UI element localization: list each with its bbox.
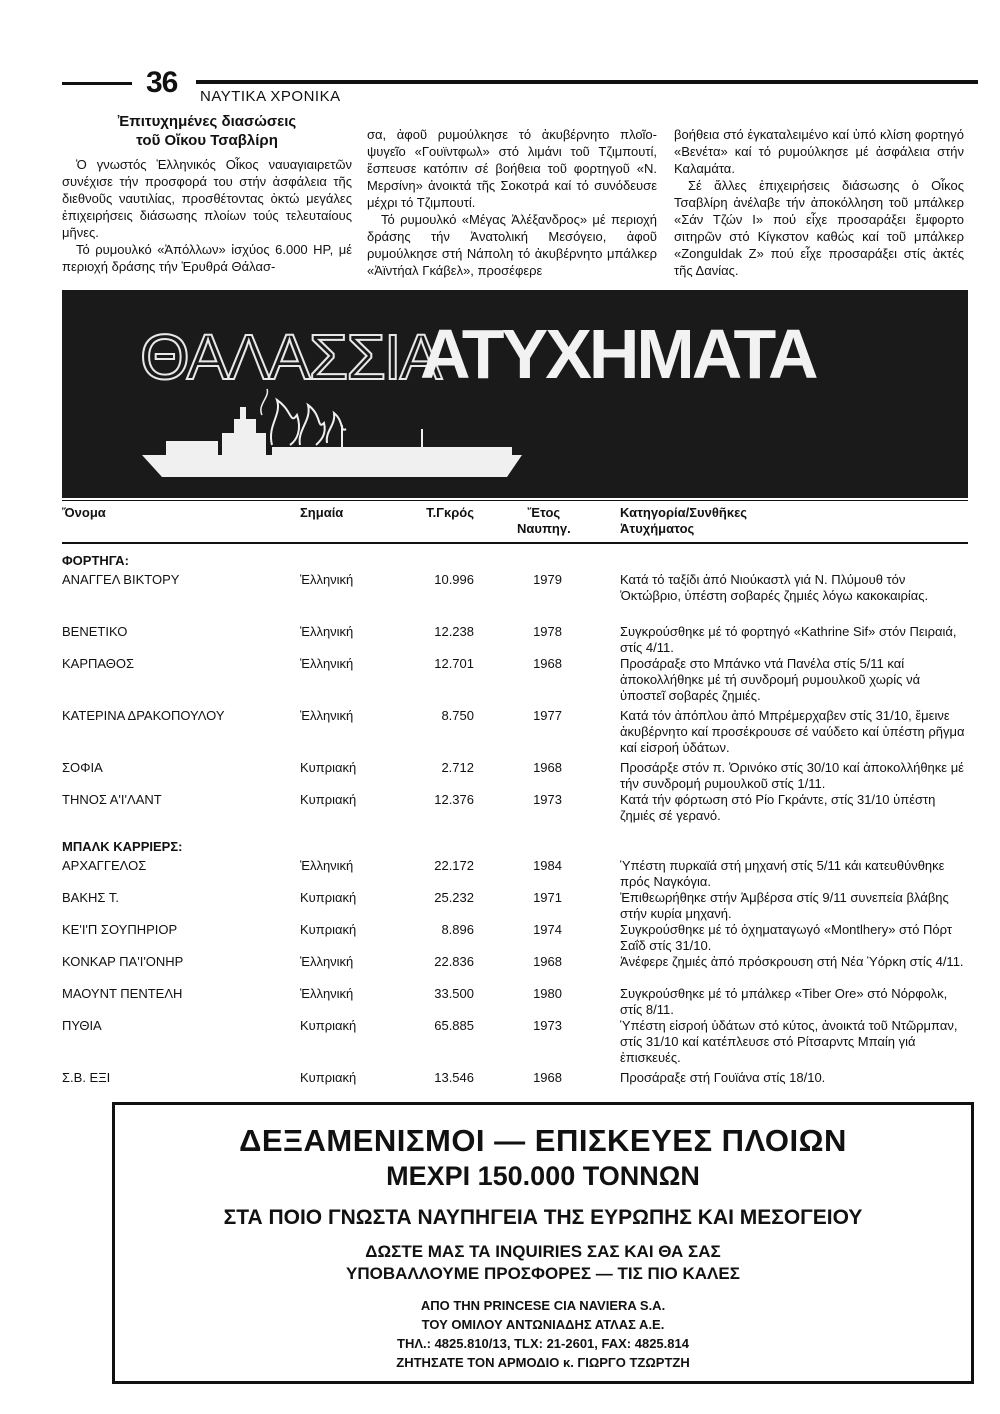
ship-grt: 8.750 — [441, 708, 474, 723]
page-header — [62, 68, 978, 108]
ship-name: ΑΝΑΓΓΕΛ ΒΙΚΤΟΡΥ — [62, 572, 180, 587]
table-row — [62, 708, 968, 760]
ship-name: ΚΑΤΕΡΙΝΑ ΔΡΑΚΟΠΟΥΛΟΥ — [62, 708, 225, 723]
article-column-3 — [674, 126, 964, 279]
ship-grt: 22.172 — [434, 858, 474, 873]
accidents-table — [62, 500, 968, 1092]
ad-phone: ΤΗΛ.: 4825.810/13, TLX: 21-2601, FAX: 4825.814 — [397, 1336, 689, 1351]
ship-grt: 12.376 — [434, 792, 474, 807]
table-body — [62, 550, 968, 1092]
table-row — [62, 572, 968, 624]
ship-grt: 22.836 — [434, 954, 474, 969]
col-header-desc-line1: Κατηγορία/Συνθῆκες — [620, 505, 747, 520]
table-row — [62, 656, 968, 708]
accident-description: Προσάρξε στόν π. Ὀρινόκο στίς 30/10 καί ἀποκολλήθηκε μέ τήν συνδρομή ρυμουλκοῦ στίς 1/11. — [620, 760, 964, 791]
table-row — [62, 858, 968, 890]
table-row — [62, 624, 968, 656]
accident-description: Προσάραξε στή Γουϊάνα στίς 18/10. — [620, 1070, 826, 1085]
ship-year: 1968 — [533, 656, 562, 671]
table-row — [62, 1070, 968, 1092]
ship-name: ΒΑΚΗΣ Τ. — [62, 890, 119, 905]
col-header-name: Ὄνομα — [62, 505, 106, 520]
table-row — [62, 1018, 968, 1070]
accident-description: Συγκρούσθηκε μέ τό ὀχηματαγωγό «Montlhery» στό Πόρτ Σαΐδ στίς 31/10. — [620, 922, 953, 953]
accident-description: Κατά τόν ἀπόπλου ἀπό Μπρέμερχαβεν στίς 31/10, ἔμεινε ἀκυβέρνητο καί προσέκρουσε σέ ναύδετο καί ὑπέστη ρῆγμα καί εἰσροή ὑδάτων. — [620, 708, 965, 755]
ship-flag: Κυπριακή — [300, 792, 357, 807]
ship-grt: 12.238 — [434, 624, 474, 639]
ad-group: ΤΟΥ ΟΜΙΛΟΥ ΑΝΤΩΝΙΑΔΗΣ ΑΤΛΑΣ Α.Ε. — [421, 1317, 665, 1332]
accident-description: Συγκρούσθηκε μέ τό φορτηγό «Kathrine Sif» στόν Πειραιά, στίς 4/11. — [620, 624, 957, 655]
article-paragraph: σα, ἀφοῦ ρυμούλκησε τό ἀκυβέρνητο πλοῖο-ψυγεῖο «Γουϊντφωλ» στό λιμάνι τοῦ Τζιμπουτί, ἔσπευσε κατόπιν σέ βοήθεια τοῦ φορτηγοῦ «Ν. Μερσίνη» ἀνοικτά τῆς Σοκοτρά καί τό συνόδευσε μέχρι τό Τζιμπουτί. — [367, 127, 657, 210]
article-paragraph: Τό ρυμουλκό «Μέγας Ἀλέξανδρος» μέ περιοχή δράσης τήν Ἀνατολική Μεσόγειο, ἀφοῦ ρυμούλκησε στή Νάπολη τό ἀκυβέρνητο μπάλκερ «Ἀϊντήαλ Γκάβελ», προσέφερε — [367, 212, 657, 278]
header-rule-right — [196, 80, 978, 84]
ship-grt: 33.500 — [434, 986, 474, 1001]
col-header-flag: Σημαία — [300, 505, 344, 520]
ad-contact — [115, 1296, 971, 1372]
ship-flag: Ἑλληνική — [300, 572, 354, 587]
article-paragraph: Σέ ἄλλες ἐπιχειρήσεις διάσωσης ὁ Οἶκος Τσαβλίρη ἀνέλαβε τήν ἀποκόλληση τοῦ μπάλκερ «Σάν Τζών Ι» πού εἶχε προσαράξει ἔμφορτο σιτηρῶν στό Κίγκστον καθώς καί τοῦ μπάλκερ «Zonguldak Z» πού εἶχε προσαράξει στίς ἀκτές τῆς Δανίας. — [674, 178, 964, 278]
ship-year: 1977 — [533, 708, 562, 723]
ad-capacity: ΜΕΧΡΙ 150.000 ΤΟΝΝΩΝ — [386, 1161, 700, 1191]
ship-year: 1971 — [533, 890, 562, 905]
col-header-desc-line2: Ἀτυχήματος — [620, 521, 695, 536]
ship-flag: Κυπριακή — [300, 1018, 357, 1033]
ship-year: 1980 — [533, 986, 562, 1001]
ad-inquiries: ΔΩΣΤΕ ΜΑΣ ΤΑ INQUIRIES ΣΑΣ ΚΑΙ ΘΑ ΣΑΣ — [365, 1242, 721, 1261]
page-number: 36 — [146, 66, 178, 99]
ship-grt: 2.712 — [441, 760, 474, 775]
table-row — [62, 760, 968, 792]
ship-flag: Ἑλληνική — [300, 954, 354, 969]
ship-year: 1973 — [533, 1018, 562, 1033]
ship-grt: 13.546 — [434, 1070, 474, 1085]
ship-flag: Ἑλληνική — [300, 656, 354, 671]
ship-name: ΣΟΦΙΑ — [62, 760, 103, 775]
banner-word-thin: ΘΑΛΑΣΣΙΑ — [140, 321, 441, 393]
ship-flag: Ἑλληνική — [300, 624, 354, 639]
ad-company: ΑΠΟ ΤΗΝ PRINCESE CIA NAVIERA S.A. — [420, 1298, 666, 1313]
accident-description: Συγκρούσθηκε μέ τό μπάλκερ «Tiber Ore» στό Νόρφολκ, στίς 8/11. — [620, 986, 948, 1017]
ship-year: 1974 — [533, 922, 562, 937]
table-row — [62, 922, 968, 954]
ship-flag: Ἑλληνική — [300, 986, 354, 1001]
table-row — [62, 792, 968, 824]
ship-year: 1979 — [533, 572, 562, 587]
table-header — [62, 500, 968, 544]
ship-flag: Ἑλληνική — [300, 708, 354, 723]
ship-grt: 8.896 — [441, 922, 474, 937]
ship-grt: 10.996 — [434, 572, 474, 587]
ship-name: ΑΡΧΑΓΓΕΛΟΣ — [62, 858, 147, 873]
accident-description: Κατά τήν φόρτωση στό Ρίο Γκράντε, στίς 31/10 ὑπέστη ζημιές σέ γερανό. — [620, 792, 936, 823]
ship-year: 1968 — [533, 1070, 562, 1085]
article-paragraph: Ὁ γνωστός Ἑλληνικός Οἶκος ναυαγιαιρετῶν συνέχισε τήν προσφορά του στήν ἀσφάλεια τῆς διεθνοῦς ναυτιλίας, προσθέτοντας ὀκτώ μεγάλες ἐπιχειρήσεις διάσωσης πλοίων τούς τελευταίους μῆνες. — [62, 157, 352, 240]
accident-description: Ἀνέφερε ζημιές ἀπό πρόσκρουση στή Νέα Ὑόρκη στίς 4/11. — [620, 954, 964, 969]
accident-description: Κατά τό ταξίδι ἀπό Νιούκαστλ γιά Ν. Πλύμουθ τόν Ὀκτώβριο, ὑπέστη σοβαρές ζημιές λόγω κακοκαιρίας. — [620, 572, 929, 603]
article-title — [62, 112, 352, 150]
accident-description: Ὑπέστη εἰσροή ὑδάτων στό κύτος, ἀνοικτά τοῦ Ντῶρμπαν, στίς 31/10 καί κατέπλευσε στό Ρίτσαρντς Μπαίη γιά ἐπισκευές. — [620, 1018, 958, 1065]
article-title-line-2: τοῦ Οἴκου Τσαβλίρη — [136, 132, 278, 149]
ship-year: 1984 — [533, 858, 562, 873]
ship-year: 1968 — [533, 954, 562, 969]
table-section-title: ΦΟΡΤΗΓΑ: — [62, 553, 129, 568]
ship-year: 1973 — [533, 792, 562, 807]
ship-flag: Κυπριακή — [300, 1070, 357, 1085]
accident-description: Ἐπιθεωρήθηκε στήν Ἀμβέρσα στίς 9/11 συνεπεία βλάβης στήν κυρία μηχανή. — [620, 890, 949, 921]
ad-ask-for: ΖΗΤΗΣΑΤΕ ΤΟΝ ΑΡΜΟΔΙΟ κ. ΓΙΩΡΓΟ ΤΖΩΡΤΖΗ — [396, 1355, 690, 1370]
banner-word-bold: ΑΤΥΧΗΜΑΤΑ — [420, 315, 816, 393]
article-column-2 — [367, 126, 657, 279]
table-row — [62, 954, 968, 986]
ship-flag: Κυπριακή — [300, 890, 357, 905]
col-header-year-line2: Ναυπηγ. — [517, 521, 571, 536]
ad-offers: ΥΠΟΒΑΛΛΟΥΜΕ ΠΡΟΣΦΟΡΕΣ — ΤΙΣ ΠΙΟ ΚΑΛΕΣ — [346, 1264, 740, 1283]
burning-ship-icon — [122, 385, 542, 485]
table-row — [62, 986, 968, 1018]
ship-name: ΒΕΝΕΤΙΚΟ — [62, 624, 128, 639]
accident-description: Ὑπέστη πυρκαϊά στή μηχανή στίς 5/11 κάι κατευθύνθηκε πρός Ναγκόγια. — [620, 858, 945, 889]
table-row — [62, 890, 968, 922]
article-paragraph: Τό ρυμουλκό «Ἀπόλλων» ἰσχύος 6.000 ΗΡ, μέ περιοχή δράσης τήν Ἐρυθρά Θάλασ- — [62, 242, 352, 274]
header-rule-left — [62, 82, 132, 85]
ship-name: ΚΟΝΚΑΡ ΠΑ'Ι'ΟΝΗΡ — [62, 954, 184, 969]
ship-flag: Κυπριακή — [300, 922, 357, 937]
col-header-year-line1: Ἔτος — [527, 505, 561, 520]
ship-name: ΤΗΝΟΣ Α'Ι'ΛΑΝΤ — [62, 792, 162, 807]
ship-flag: Ἑλληνική — [300, 858, 354, 873]
ship-name: Σ.Β. ΕΞΙ — [62, 1070, 111, 1085]
accident-description: Προσάραξε στο Μπάνκο ντά Πανέλα στίς 5/11 καί ἀποκολλήθηκε μέ τή συνδρομή ρυμουλκοῦ χωρίς νά ὑποστεῖ σοβαρές ζημιές. — [620, 656, 921, 703]
ship-year: 1968 — [533, 760, 562, 775]
section-banner — [62, 290, 968, 498]
ship-grt: 65.885 — [434, 1018, 474, 1033]
ship-grt: 12.701 — [434, 656, 474, 671]
ship-flag: Κυπριακή — [300, 760, 357, 775]
ship-name: ΚΑΡΠΑΘΟΣ — [62, 656, 135, 671]
article-paragraph: βοήθεια στό ἐγκαταλειμένο καί ὑπό κλίση φορτηγό «Βενέτα» καί τό ρυμούλκησε μέ ἀσφάλεια στήν Καλαμάτα. — [674, 127, 964, 176]
article-title-line-1: Ἐπιτυχημένες διασώσεις — [117, 113, 297, 130]
advertisement — [112, 1102, 974, 1384]
col-header-desc — [620, 505, 747, 537]
ship-grt: 25.232 — [434, 890, 474, 905]
ship-name: ΚΕ'Ι'Π ΣΟΥΠΗΡΙΟΡ — [62, 922, 178, 937]
publication-title: ΝΑΥΤΙΚΑ ΧΡΟΝΙΚΑ — [200, 88, 341, 105]
col-header-grt: Τ.Γκρός — [426, 505, 474, 520]
col-header-year — [517, 505, 571, 537]
article-column-1 — [62, 112, 352, 275]
ad-headline: ΔΕΞΑΜΕΝΙΣΜΟΙ — ΕΠΙΣΚΕΥΕΣ ΠΛΟΙΩΝ — [239, 1123, 847, 1158]
ship-name: ΠΥΘΙΑ — [62, 1018, 102, 1033]
ad-shipyards: ΣΤΑ ΠΟΙΟ ΓΝΩΣΤΑ ΝΑΥΠΗΓΕΙΑ ΤΗΣ ΕΥΡΩΠΗΣ ΚΑΙ ΜΕΣΟΓΕΙΟΥ — [223, 1206, 863, 1229]
table-section-title: ΜΠΑΛΚ ΚΑΡΡΙΕΡΣ: — [62, 839, 183, 854]
article-salvage — [62, 112, 968, 284]
ship-name: ΜΑΟΥΝΤ ΠΕΝΤΕΛΗ — [62, 986, 183, 1001]
ship-year: 1978 — [533, 624, 562, 639]
